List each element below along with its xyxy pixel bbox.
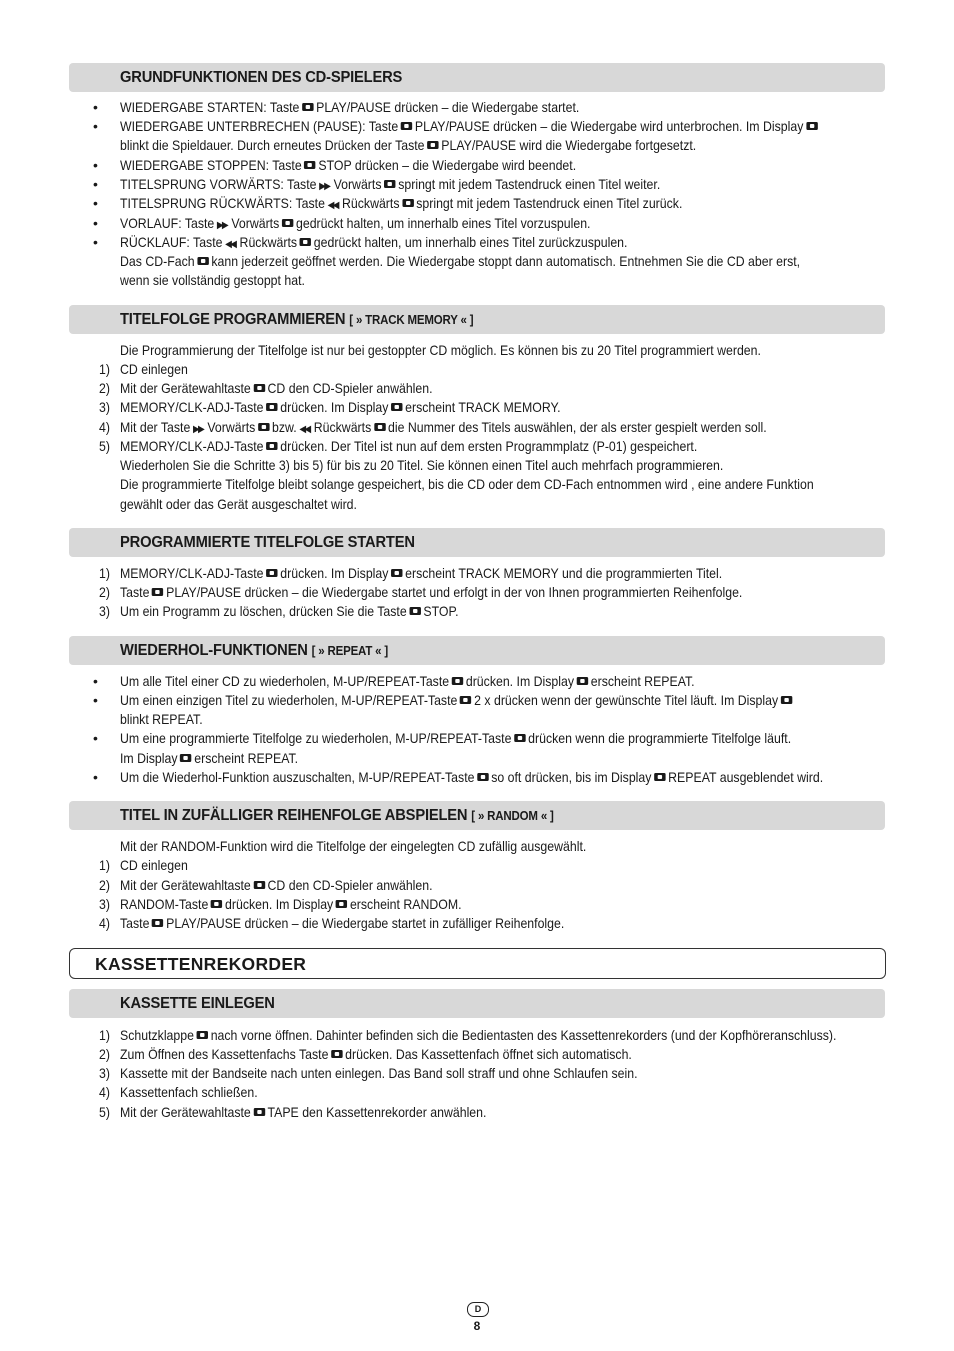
key-icon: [258, 423, 269, 431]
bullet: •: [93, 195, 98, 211]
step-text: Taste PLAY/PAUSE drücken – die Wiedergabe startet in zufälliger Reihenfolge.: [120, 915, 565, 931]
key-icon: [211, 900, 222, 908]
step-text: Um ein Programm zu löschen, drücken Sie die Taste STOP.: [120, 603, 459, 619]
key-icon: [302, 103, 313, 111]
key-icon: [266, 569, 277, 577]
rewind-icon: ◀◀: [299, 424, 310, 435]
step-number: 1): [99, 1027, 110, 1043]
section-title: WIEDERHOL-FUNKTIONEN [ » REPEAT « ]: [120, 642, 389, 659]
bullet: •: [93, 730, 98, 746]
step-number: 1): [99, 857, 110, 873]
step-number: 4): [99, 915, 110, 931]
step-text: Schutzklappe nach vorne öffnen. Dahinter befinden sich die Bedientasten des Kassettenrekorders (und der Kopfhöreranschluss).: [120, 1027, 837, 1043]
key-icon: [477, 773, 488, 781]
list-item: TITELSPRUNG RÜCKWÄRTS: Taste ◀◀ Rückwärts springt mit jedem Tastendruck einen Titel zurück.: [120, 194, 682, 215]
section-title: GRUNDFUNKTIONEN DES CD-SPIELERS: [120, 69, 403, 86]
list-item: Um einen einzigen Titel zu wiederholen, M-UP/REPEAT-Taste 2 x drücken wenn der gewünschte Titel läuft. Im Display: [120, 691, 795, 710]
key-icon: [253, 881, 264, 889]
list-item: TITELSPRUNG VORWÄRTS: Taste ▶▶ Vorwärts springt mit jedem Tastendruck einen Titel weiter.: [120, 175, 660, 196]
chapter-header-cassette: [69, 948, 886, 979]
fast-forward-icon: ▶▶: [319, 181, 330, 192]
display-icon: [654, 773, 665, 781]
display-icon: [391, 569, 402, 577]
intro-text: Mit der RANDOM-Funktion wird die Titelfolge der eingelegten CD zufällig ausgewählt.: [120, 838, 587, 854]
key-icon: [427, 141, 438, 149]
bullet: •: [93, 99, 98, 115]
rewind-icon: ◀◀: [327, 200, 338, 211]
bullet: •: [93, 157, 98, 173]
key-icon: [401, 122, 412, 130]
note-text: wenn sie vollständig gestoppt hat.: [120, 272, 305, 288]
key-icon: [460, 696, 471, 704]
step-number: 3): [99, 399, 110, 415]
step-text: Wiederholen Sie die Schritte 3) bis 5) für bis zu 20 Titel. Sie können einen Titel auch mehrfach programmieren.: [120, 457, 724, 473]
key-icon: [282, 219, 293, 227]
step-text: MEMORY/CLK-ADJ-Taste drücken. Im Display erscheint TRACK MEMORY.: [120, 399, 561, 415]
section-header-start-program: [69, 528, 885, 557]
page-number: 8: [473, 1319, 481, 1333]
key-icon: [253, 1108, 264, 1116]
list-item-continued: Im Display erscheint REPEAT.: [120, 750, 299, 766]
section-header-random: [69, 801, 885, 830]
step-text: Mit der Taste ▶▶ Vorwärts bzw. ◀◀ Rückwärts die Nummer des Titels auswählen, der als erster gespielt werden soll.: [120, 418, 767, 439]
section-title: TITEL IN ZUFÄLLIGER REIHENFOLGE ABSPIELEN [ » RANDOM « ]: [120, 807, 554, 824]
step-text: Taste PLAY/PAUSE drücken – die Wiedergabe startet und erfolgt in der von Ihnen programmierten Reihenfolge.: [120, 584, 743, 600]
fast-forward-icon: ▶▶: [192, 424, 203, 435]
display-icon: [577, 677, 588, 685]
step-text: MEMORY/CLK-ADJ-Taste drücken. Der Titel ist nun auf dem ersten Programmplatz (P-01) gespeichert.: [120, 438, 698, 454]
step-text: Die programmierte Titelfolge bleibt solange gespeichert, bis die CD oder dem CD-Fach entnommen wird , eine andere Funktion: [120, 476, 814, 492]
list-item: Um die Wiederhol-Funktion auszuschalten, M-UP/REPEAT-Taste so oft drücken, bis im Display REPEAT ausgeblendet wird.: [120, 769, 824, 785]
list-item: WIEDERGABE STOPPEN: Taste STOP drücken – die Wiedergabe wird beendet.: [120, 157, 577, 173]
key-icon: [374, 423, 385, 431]
step-text: Mit der Gerätewahltaste CD den CD-Spieler anwählen.: [120, 380, 433, 396]
list-item: WIEDERGABE UNTERBRECHEN (PAUSE): Taste PLAY/PAUSE drücken – die Wiedergabe wird unterbrochen. Im Display: [120, 117, 820, 136]
bullet: •: [93, 769, 98, 785]
key-icon: [384, 180, 395, 188]
display-icon: [391, 403, 402, 411]
list-item-continued: blinkt die Spieldauer. Durch erneutes Drücken der Taste PLAY/PAUSE wird die Wiedergabe fortgesetzt.: [120, 137, 697, 153]
step-number: 2): [99, 380, 110, 396]
key-icon: [197, 257, 208, 265]
key-icon: [409, 607, 420, 615]
step-text: Mit der Gerätewahltaste TAPE den Kassettenrekorder anwählen.: [120, 1104, 487, 1120]
section-title: PROGRAMMIERTE TITELFOLGE STARTEN: [120, 534, 415, 551]
key-icon: [266, 442, 277, 450]
step-number: 3): [99, 1065, 110, 1081]
step-text: Mit der Gerätewahltaste CD den CD-Spieler anwählen.: [120, 877, 433, 893]
language-badge: D: [467, 1302, 489, 1317]
section-header-repeat: [69, 636, 885, 665]
step-text: RANDOM-Taste drücken. Im Display erscheint RANDOM.: [120, 896, 462, 912]
step-number: 5): [99, 1104, 110, 1120]
section-header-track-memory: [69, 305, 885, 334]
step-number: 3): [99, 896, 110, 912]
display-icon: [336, 900, 347, 908]
bullet: •: [93, 118, 98, 134]
step-number: 5): [99, 438, 110, 454]
bullet: •: [93, 176, 98, 192]
list-item: Um eine programmierte Titelfolge zu wiederholen, M-UP/REPEAT-Taste drücken wenn die programmierte Titelfolge läuft.: [120, 730, 792, 746]
key-icon: [300, 238, 311, 246]
section-header-insert-cassette: [69, 989, 885, 1018]
display-icon: [806, 122, 817, 130]
step-number: 1): [99, 565, 110, 581]
list-item-continued: blinkt REPEAT.: [120, 711, 203, 727]
step-number: 2): [99, 1046, 110, 1062]
bullet: •: [93, 234, 98, 250]
fast-forward-icon: ▶▶: [216, 220, 227, 231]
step-number: 4): [99, 1084, 110, 1100]
key-icon: [197, 1031, 208, 1039]
list-item: Um alle Titel einer CD zu wiederholen, M-UP/REPEAT-Taste drücken. Im Display erscheint REPEAT.: [120, 673, 695, 689]
step-text: gewählt oder das Gerät ausgeschaltet wird.: [120, 496, 357, 512]
note-text: Das CD-Fach kann jederzeit geöffnet werden. Die Wiedergabe stoppt dann automatisch. Entnehmen Sie die CD aber erst,: [120, 253, 801, 269]
key-icon: [253, 384, 264, 392]
list-item: RÜCKLAUF: Taste ◀◀ Rückwärts gedrückt halten, um innerhalb eines Titel zurückzuspulen.: [120, 233, 627, 254]
key-icon: [266, 403, 277, 411]
step-text: MEMORY/CLK-ADJ-Taste drücken. Im Display erscheint TRACK MEMORY und die programmierten Titel.: [120, 565, 723, 581]
step-number: 3): [99, 603, 110, 619]
key-icon: [402, 199, 413, 207]
bullet: •: [93, 215, 98, 231]
key-icon: [452, 677, 463, 685]
section-header-cd-basics: [69, 63, 885, 92]
step-text: Kassette mit der Bandseite nach unten einlegen. Das Band soll straff und ohne Schlaufen sein.: [120, 1065, 638, 1081]
section-title: TITELFOLGE PROGRAMMIEREN [ » TRACK MEMORY « ]: [120, 311, 474, 328]
list-item: WIEDERGABE STARTEN: Taste PLAY/PAUSE drücken – die Wiedergabe startet.: [120, 99, 580, 115]
display-icon: [781, 696, 792, 704]
key-icon: [152, 919, 163, 927]
bullet: •: [93, 673, 98, 689]
step-number: 2): [99, 584, 110, 600]
step-text: Kassettenfach schließen.: [120, 1084, 258, 1100]
rewind-icon: ◀◀: [225, 239, 236, 250]
chapter-title: KASSETTENREKORDER: [95, 954, 307, 974]
step-number: 2): [99, 877, 110, 893]
section-title: KASSETTE EINLEGEN: [120, 995, 275, 1012]
bullet: •: [93, 692, 98, 708]
step-number: 1): [99, 361, 110, 377]
key-icon: [514, 734, 525, 742]
step-text: CD einlegen: [120, 857, 188, 873]
step-number: 4): [99, 419, 110, 435]
step-text: Zum Öffnen des Kassettenfachs Taste drücken. Das Kassettenfach öffnet sich automatisch.: [120, 1046, 632, 1062]
intro-text: Die Programmierung der Titelfolge ist nur bei gestoppter CD möglich. Es können bis zu 20 Titel programmiert werden.: [120, 342, 761, 358]
step-text: CD einlegen: [120, 361, 188, 377]
key-icon: [331, 1050, 342, 1058]
list-item: VORLAUF: Taste ▶▶ Vorwärts gedrückt halten, um innerhalb eines Titel vorzuspulen.: [120, 214, 590, 235]
key-icon: [152, 588, 163, 596]
key-icon: [304, 161, 315, 169]
display-icon: [180, 754, 191, 762]
